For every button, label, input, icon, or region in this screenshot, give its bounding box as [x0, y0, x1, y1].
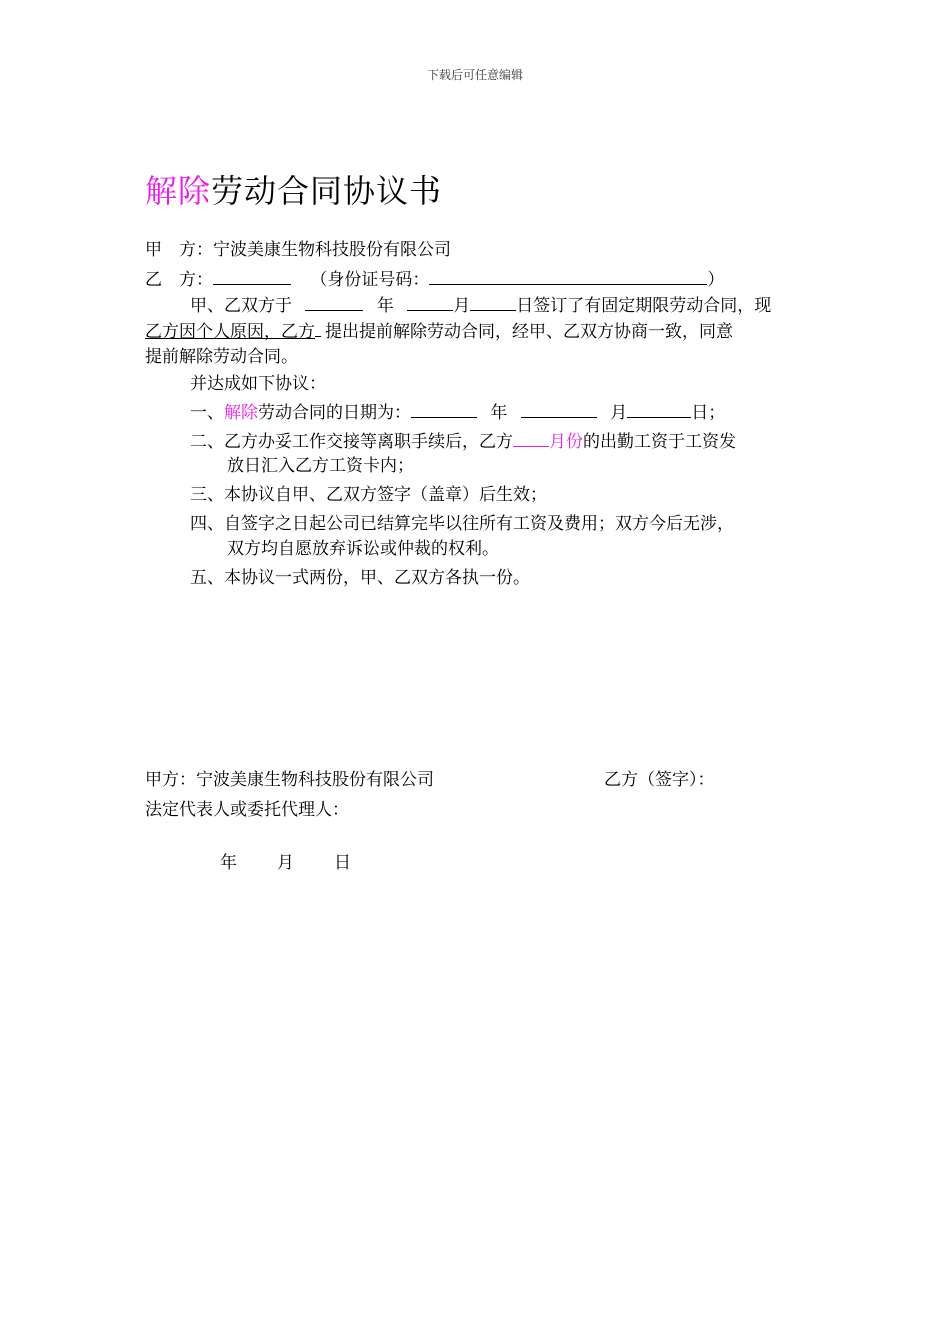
sign-month-blank[interactable]	[407, 292, 453, 311]
item-2-line-2: 放日汇入乙方工资卡内；	[227, 456, 414, 476]
end-month-blank[interactable]	[521, 399, 597, 418]
end-day-blank[interactable]	[627, 399, 691, 418]
intro-text-b: 提出提前解除劳动合同，经甲、乙双方协商一致，同意	[325, 322, 733, 342]
title-highlight: 解除	[145, 172, 212, 210]
intro-day-text: 日签订了有固定期限劳动合同，现	[516, 296, 772, 316]
intro-text-a: 甲、乙双方于	[190, 296, 292, 316]
item-3: 三、本协议自甲、乙双方签字（盖章）后生效；	[190, 485, 547, 505]
signature-representative: 法定代表人或委托代理人：	[145, 800, 349, 820]
item-4-line-1: 四、自签字之日起公司已结算完毕以往所有工资及费用；双方今后无涉，	[190, 514, 734, 534]
item-1-year: 年	[490, 403, 508, 423]
party-a-line: 甲 方：宁波美康生物科技股份有限公司	[145, 240, 451, 260]
header-note: 下载后可任意编辑	[426, 68, 523, 82]
intro-line-3: 提前解除劳动合同。	[145, 347, 298, 367]
item-5: 五、本协议一式两份，甲、乙双方各执一份。	[190, 568, 530, 588]
end-year-blank[interactable]	[411, 399, 477, 418]
signature-year: 年	[220, 853, 237, 873]
item-4-line-2: 双方均自愿放弃诉讼或仲裁的权利。	[227, 539, 499, 559]
item-2-text-a: 二、乙方办妥工作交接等离职手续后，乙方	[190, 432, 513, 452]
title-rest: 劳动合同协议书	[211, 172, 443, 210]
intro-year: 年	[376, 296, 394, 316]
id-close: ）	[707, 270, 725, 290]
document-title	[145, 166, 442, 212]
item-2-text-b: 的出勤工资于工资发	[583, 432, 736, 452]
item-1-month: 月	[610, 403, 628, 423]
signature-day: 日	[334, 853, 351, 873]
party-b-name-blank[interactable]	[213, 266, 291, 285]
party-b-label: 乙 方：	[145, 270, 213, 290]
intro-line-1	[190, 292, 771, 319]
signature-party-b: 乙方（签字）：	[604, 770, 715, 790]
intro-underlined: 乙方因个人原因，乙方	[145, 322, 315, 342]
item-1-text: 劳动合同的日期为：	[258, 403, 411, 423]
intro-month: 月	[453, 296, 471, 316]
item-1-highlight: 解除	[224, 403, 258, 423]
intro-underline-tail	[315, 318, 321, 337]
sign-year-blank[interactable]	[305, 292, 363, 311]
id-number-blank[interactable]	[429, 266, 707, 285]
signature-party-a: 甲方：宁波美康生物科技股份有限公司	[145, 770, 434, 790]
party-b-line	[145, 266, 724, 293]
sign-day-blank[interactable]	[470, 292, 516, 311]
id-label: （身份证号码：	[310, 270, 430, 290]
intro-line-2	[145, 318, 733, 345]
item-1-day: 日；	[691, 403, 726, 423]
item-1	[190, 399, 725, 426]
signature-date	[220, 850, 351, 876]
item-1-prefix: 一、	[190, 403, 224, 423]
signature-month: 月	[277, 853, 294, 873]
salary-month-blank[interactable]	[513, 428, 549, 447]
item-2-line-1	[190, 428, 736, 455]
agree-line: 并达成如下协议：	[190, 374, 326, 394]
item-2-highlight: 月份	[549, 432, 583, 452]
